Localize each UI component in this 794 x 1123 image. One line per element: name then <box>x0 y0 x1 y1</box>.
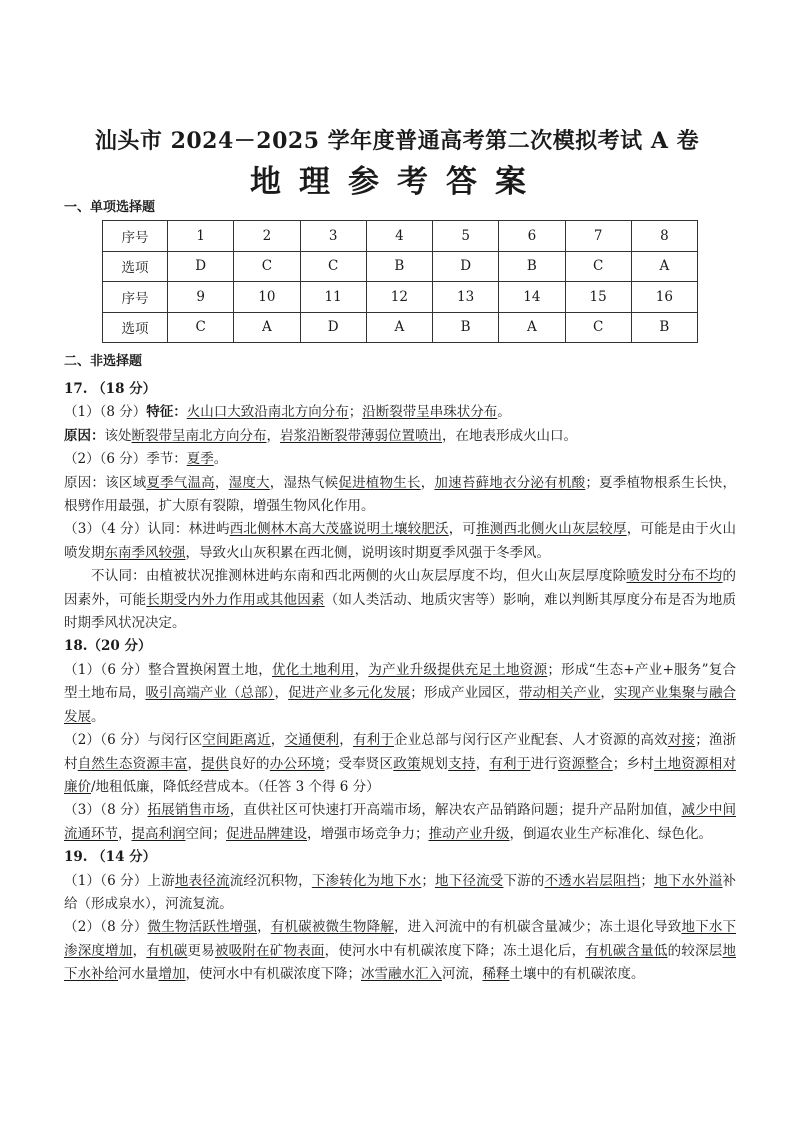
table-cell: 15 <box>565 282 631 313</box>
table-cell: 11 <box>300 282 366 313</box>
table-row <box>103 312 698 343</box>
table-cell: 1 <box>168 221 234 252</box>
table-cell: D <box>300 312 366 343</box>
table-cell: 14 <box>499 282 565 313</box>
table-cell: 6 <box>499 221 565 252</box>
answer-body <box>64 378 736 987</box>
row-label: 选项 <box>103 251 168 282</box>
table-cell: 16 <box>631 282 697 313</box>
q17-part1-reason: 原因：该处断裂带呈南北方向分布，岩浆沿断裂带薄弱位置喷出，在地表形成火山口。 <box>64 427 577 444</box>
q17-part2: （2）（6 分）季节：夏季。 <box>64 451 228 468</box>
q18-part1: （1）（6 分）整合置换闲置土地，优化土地利用，为产业升级提供充足土地资源；形成“生态+产业+服务”复合型土地布局，吸引高端产业（总部），促进产业多元化发展；形成产业园区，带动相关产业，实现产业集聚与融合发展。 <box>64 661 737 725</box>
table-row <box>103 282 698 313</box>
table-cell: B <box>366 251 432 282</box>
q17-part3-disagree: 不认同：由植被状况推测林进屿东南和西北两侧的火山灰层厚度不均，但火山灰层厚度除喷发时分布不均的因素外，可能长期受内外力作用或其他因素（如人类活动、地质灾害等）影响，难以判断其厚度分布是否为地质时期季风状况决定。 <box>64 568 737 632</box>
question-18-heading: 18.（20 分） <box>64 638 152 655</box>
table-row <box>103 221 698 252</box>
table-cell: C <box>565 251 631 282</box>
table-cell: D <box>168 251 234 282</box>
q17-part3: （3）（4 分）认同：林进屿西北侧林木高大茂盛说明土壤较肥沃，可推测西北侧火山灰层较厚，可能是由于火山喷发期东南季风较强，导致火山灰积累在西北侧，说明该时期夏季风强于冬季风。 <box>64 521 737 561</box>
question-17-heading: 17. （18 分） <box>64 381 157 397</box>
table-cell: 9 <box>168 282 234 313</box>
table-cell: C <box>565 312 631 343</box>
table-cell: 13 <box>433 282 499 313</box>
table-cell: 3 <box>300 221 366 252</box>
row-label: 选项 <box>103 312 168 343</box>
row-label: 序号 <box>103 282 168 313</box>
table-cell: B <box>433 312 499 343</box>
table-cell: D <box>433 251 499 282</box>
table-cell: C <box>300 251 366 282</box>
table-cell: C <box>234 251 300 282</box>
exam-title: 汕头市 2024－2025 学年度普通高考第二次模拟考试 A 卷 <box>94 128 700 154</box>
table-cell: 4 <box>366 221 432 252</box>
table-cell: A <box>499 312 565 343</box>
q18-part3: （3）（8 分）拓展销售市场，直供社区可快速打开高端市场，解决农产品销路问题；提升产品附加值，减少中间流通环节，提高利润空间；促进品牌建设，增强市场竞争力；推动产业升级，倒逼农业生产标准化、绿色化。 <box>64 802 737 842</box>
table-cell: B <box>631 312 697 343</box>
table-cell: B <box>499 251 565 282</box>
table-cell: 8 <box>631 221 697 252</box>
q17-part1: （1）（8 分）特征：火山口大致沿南北方向分布；沿断裂带呈串珠状分布。 <box>64 404 511 421</box>
table-cell: A <box>234 312 300 343</box>
answer-key-title: 地理参考答案 <box>250 164 544 200</box>
row-label: 序号 <box>103 221 168 252</box>
q19-part1: （1）（6 分）上游地表径流流经沉积物，下渗转化为地下水；地下径流受下游的不透水岩层阻挡；地下水外溢补给（形成泉水），河流复流。 <box>64 872 737 912</box>
table-cell: 5 <box>433 221 499 252</box>
table-cell: 2 <box>234 221 300 252</box>
q17-part2-reason: 原因：该区域夏季气温高，湿度大，湿热气候促进植物生长，加速苔藓地衣分泌有机酸；夏季植物根系生长快，根劈作用最强，扩大原有裂隙，增强生物风化作用。 <box>64 474 736 515</box>
table-cell: A <box>631 251 697 282</box>
q18-part2: （2）（6 分）与闵行区空间距离近，交通便利，有利于企业总部与闵行区产业配套、人才资源的高效对接；渔浙村自然生态资源丰富，提供良好的办公环境；受奉贤区政策规划支持，有利于进行资源整合；乡村土地资源相对廉价/地租低廉，降低经营成本。（任答 3 个得 6 分） <box>64 732 737 795</box>
table-cell: 7 <box>565 221 631 252</box>
section-heading-free-response: 二、非选择题 <box>64 354 143 369</box>
table-cell: A <box>366 312 432 343</box>
table-cell: C <box>168 312 234 343</box>
answer-table <box>102 220 698 343</box>
section-heading-choice: 一、单项选择题 <box>64 200 156 215</box>
q19-part2: （2）（8 分）微生物活跃性增强，有机碳被微生物降解，进入河流中的有机碳含量减少；冻土退化导致地下水下渗深度增加，有机碳更易被吸附在矿物表面，使河水中有机碳浓度下降；冻土退化后，有机碳含量低的较深层地下水补给河水量增加，使河水中有机碳浓度下降；冰雪融水汇入河流，稀释土壤中的有机碳浓度。 <box>64 919 737 983</box>
question-19-heading: 19. （14 分） <box>64 849 157 866</box>
table-cell: 10 <box>234 282 300 313</box>
table-row <box>103 251 698 282</box>
table-cell: 12 <box>366 282 432 313</box>
